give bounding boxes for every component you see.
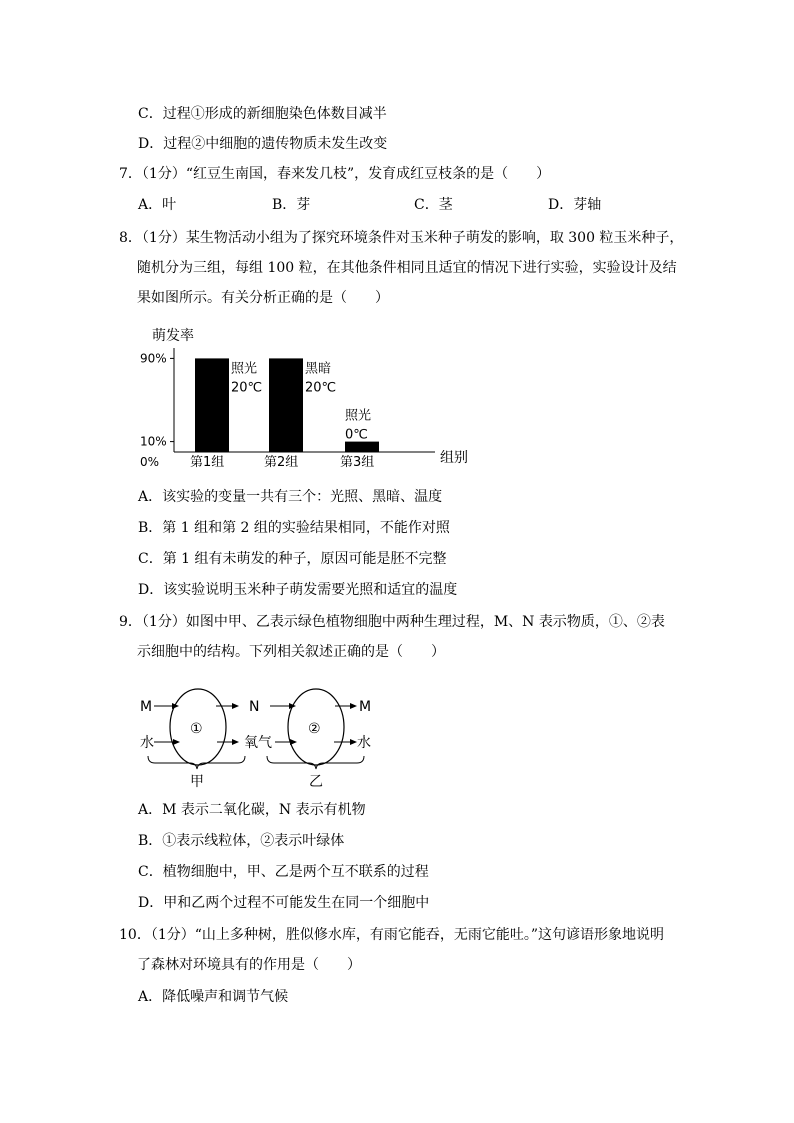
chart-xlabel: 组别 bbox=[440, 450, 468, 466]
q10-stem-line-2: 了森林对环境具有的作用是（ ） bbox=[137, 957, 361, 973]
diagram-brace-yi: 乙 bbox=[309, 774, 323, 790]
diagram-middle-n: N bbox=[249, 699, 260, 715]
chart-ytick-group bbox=[140, 351, 174, 469]
germination-bar-chart bbox=[130, 318, 490, 476]
q6-option-d: D．过程②中细胞的遗传物质未发生改变 bbox=[138, 136, 388, 152]
chart-bar-group bbox=[195, 358, 379, 452]
chart-ytick-label: 0% bbox=[140, 455, 160, 469]
q9-option-d: D．甲和乙两个过程不可能发生在同一个细胞中 bbox=[138, 895, 430, 911]
q7-option-c: C．茎 bbox=[414, 197, 453, 213]
chart-category-label: 第3组 bbox=[340, 455, 375, 470]
chart-category-group bbox=[190, 455, 374, 470]
q9-stem-line-2: 示细胞中的结构。下列相关叙述正确的是（ ） bbox=[137, 644, 445, 660]
chart-ytick-label: 90% bbox=[140, 351, 167, 366]
brace-right bbox=[267, 756, 364, 769]
q9-stem-line-1: 9．（1分）如图中甲、乙表示绿色植物细胞中两种生理过程，M、N 表示物质，①、②表 bbox=[119, 614, 665, 630]
chart-bar-annotation: 照光 bbox=[345, 408, 372, 424]
brace-left bbox=[148, 756, 245, 769]
q7-option-a: A．叶 bbox=[138, 197, 177, 213]
q8-stem-line-3: 果如图所示。有关分析正确的是（ ） bbox=[137, 290, 389, 306]
chart-bar-annotation: 20℃ bbox=[305, 380, 337, 396]
q8-stem-line-2: 随机分为三组，每组 100 粒，在其他条件相同且适宜的情况下进行实验，实验设计及结 bbox=[137, 260, 677, 276]
chart-bar-annotation: 20℃ bbox=[231, 380, 263, 396]
chart-category-label: 第2组 bbox=[264, 455, 299, 470]
diagram-middle-oxygen: 氧气 bbox=[244, 735, 272, 751]
q8-option-b: B．第 1 组和第 2 组的实验结果相同，不能作对照 bbox=[138, 520, 450, 536]
diagram-left-m: M bbox=[140, 699, 153, 715]
q7-stem: 7．（1分）“红豆生南国，春来发几枝”，发育成红豆枝条的是（ ） bbox=[119, 166, 551, 182]
q6-option-c: C．过程①形成的新细胞染色体数目减半 bbox=[138, 106, 387, 122]
photosynthesis-respiration-diagram bbox=[130, 668, 390, 793]
diagram-left-water: 水 bbox=[140, 735, 154, 751]
q7-option-b: B．芽 bbox=[272, 197, 311, 213]
chart-bar bbox=[195, 358, 229, 452]
q7-options bbox=[138, 195, 678, 215]
q9-option-a: A．M 表示二氧化碳，N 表示有机物 bbox=[138, 802, 366, 818]
chart-bar-annotation: 0℃ bbox=[345, 427, 368, 443]
q8-option-a: A．该实验的变量一共有三个：光照、黑暗、温度 bbox=[138, 489, 443, 505]
chart-category-label: 第1组 bbox=[190, 455, 225, 470]
diagram-brace-jia: 甲 bbox=[190, 774, 204, 790]
q10-stem-line-1: 10．（1分）“山上多种树，胜似修水库，有雨它能吞，无雨它能吐。”这句谚语形象地说明 bbox=[119, 927, 665, 943]
chart-bar bbox=[269, 358, 303, 452]
chart-bar-annotation: 黑暗 bbox=[305, 361, 332, 377]
q9-option-c: C．植物细胞中，甲、乙是两个互不联系的过程 bbox=[138, 864, 429, 880]
q8-option-c: C．第 1 组有未萌发的种子，原因可能是胚不完整 bbox=[138, 551, 447, 567]
q10-option-a: A．降低噪声和调节气候 bbox=[138, 989, 289, 1005]
diagram-circle-2: ② bbox=[308, 721, 321, 737]
chart-ylabel: 萌发率 bbox=[152, 328, 194, 344]
q8-stem-line-1: 8．（1分）某生物活动小组为了探究环境条件对玉米种子萌发的影响，取 300 粒玉米种子， bbox=[119, 230, 684, 246]
q8-option-d: D．该实验说明玉米种子萌发需要光照和适宜的温度 bbox=[138, 582, 458, 598]
diagram-circle-1: ① bbox=[190, 721, 203, 737]
chart-ytick-label: 10% bbox=[140, 434, 167, 449]
chart-bar-annotation: 照光 bbox=[231, 361, 258, 377]
q7-option-d: D．芽轴 bbox=[548, 197, 602, 213]
diagram-right-water: 水 bbox=[357, 735, 371, 751]
q9-option-b: B．①表示线粒体，②表示叶绿体 bbox=[138, 833, 345, 849]
diagram-right-m: M bbox=[359, 699, 372, 715]
chart-bar bbox=[345, 442, 379, 452]
